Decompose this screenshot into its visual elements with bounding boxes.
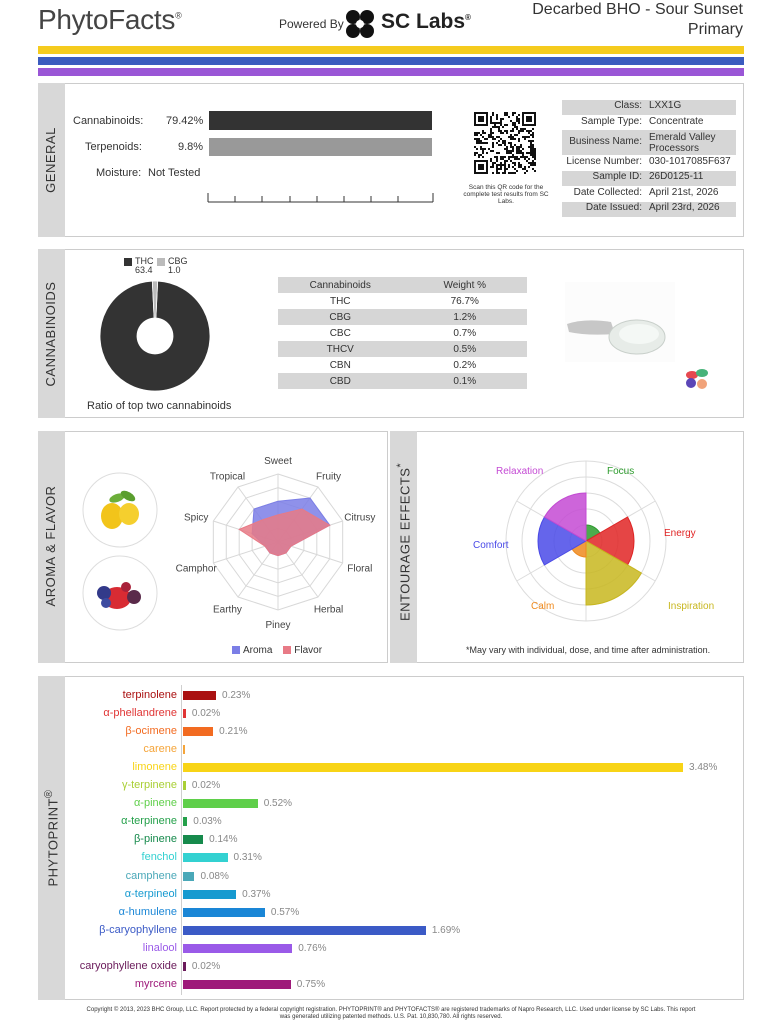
terpene-label-linalool: linalool: [142, 941, 177, 954]
info-row-date-issued: Date Issued: April 23rd, 2026: [562, 202, 736, 217]
effects-title: ENTOURAGE EFFECTS*: [395, 462, 413, 621]
terpene-value-camphene: 0.08%: [200, 870, 229, 882]
terpene-label-caryophyllene: β-caryophyllene: [99, 923, 177, 936]
product-title: [532, 0, 743, 40]
terpene-label-terpineol: α-terpineol: [124, 887, 177, 900]
terpene-value-phellandrene: 0.02%: [191, 708, 221, 720]
terpene-value-caryophylleneoxide: 0.02%: [191, 960, 221, 972]
terpene-label-terpinolene: terpinolene: [122, 689, 177, 701]
phytofacts-logo: PhytoFacts®: [38, 4, 182, 35]
aroma-legend-label: Aroma: [243, 645, 273, 656]
terpene-value-humulene: 0.57%: [270, 906, 300, 918]
terpene-value-terpineol: 0.37%: [242, 888, 271, 900]
flavor-legend-label: Flavor: [294, 645, 323, 656]
info-row-business-name: Business Name: Emerald Valley Processors: [562, 130, 736, 155]
terpene-label-ocimene: β-ocimene: [125, 725, 177, 738]
radar-axis-label-spicy: Spicy: [183, 512, 209, 524]
cannabinoids-label: Cannabinoids:: [73, 115, 144, 127]
aroma-legend-swatch: [232, 646, 240, 654]
cbg-legend-swatch: [157, 258, 165, 266]
terpene-label-pinene: α-pinene: [133, 797, 177, 810]
phytoprint-panel: [38, 676, 744, 1000]
effects-label-comfort: Comfort: [473, 540, 509, 551]
terpenoids-label: Terpenoids:: [85, 141, 142, 153]
terpene-label-phellandrene: α-phellandrene: [103, 707, 177, 720]
terpene-value-ocimene: 0.21%: [219, 726, 248, 738]
thc-legend-swatch: [124, 258, 132, 266]
header-stripe-blue: [38, 57, 744, 65]
cannabinoids-value: 79.42%: [166, 115, 204, 127]
terpenoids-value: 9.8%: [178, 141, 204, 153]
berries-icon: [82, 555, 158, 631]
header-stripe-purple: [38, 68, 744, 76]
flavor-legend-swatch: [283, 646, 291, 654]
terpene-label-carene: carene: [143, 743, 177, 756]
radar-axis-label-citrusy: Citrusy: [344, 512, 376, 524]
sample-tag-icon: [684, 366, 710, 392]
table-header-row: [278, 277, 527, 293]
terpene-label-terpinene: α-terpinene: [121, 815, 177, 828]
terpene-label-myrcene: myrcene: [134, 977, 177, 990]
aroma-legend: [232, 645, 322, 656]
moisture-value: Not Tested: [148, 167, 201, 179]
table-row: CBC 0.7%: [329, 327, 477, 339]
terpene-label-camphene: camphene: [125, 869, 177, 882]
radar-axis-label-herbal: Herbal: [313, 604, 344, 616]
cannabinoids-title: CANNABINOIDS: [43, 281, 58, 387]
moisture-label: Moisture:: [96, 167, 142, 179]
radar-axis-label-piney: Piney: [265, 620, 291, 631]
info-row-class: Class: LXX1G: [562, 100, 736, 115]
info-row-date-collected: Date Collected: April 21st, 2026: [573, 187, 719, 198]
phytoprint-title: PHYTOPRINT®: [43, 789, 61, 887]
radar-axis-label-tropical: Tropical: [209, 471, 246, 483]
table-row: CBN 0.2%: [329, 359, 477, 371]
cannabinoid-ratio-donut: [99, 280, 211, 392]
product-name: Decarbed BHO - Sour Sunset: [532, 1, 743, 18]
lemon-icon: [82, 472, 158, 548]
terpene-label-fenchol: fenchol: [141, 851, 177, 864]
effects-label-calm: Calm: [531, 601, 555, 612]
copyright-footer: Copyright © 2013, 2023 BHC Group, LLC. Report protected by a federal copyright registration. PHYTOPRINT® and PHYTOFACTS® are registered trademarks of Napro Research, LLC. Used under license by SC Labs. This report was generated utilizing patented methods. U.S. Pat. 10,830,780. All rights reserved.: [86, 1007, 696, 1020]
cannabinoid-table: [278, 277, 527, 389]
ratio-legend-thc: THC 63.4: [124, 256, 154, 275]
terpenoids-bar: [209, 138, 432, 156]
terpene-value-terpinene: 0.03%: [193, 816, 222, 828]
table-row: CBG 1.2%: [278, 309, 527, 325]
terpene-label-limonene: limonene: [132, 761, 177, 774]
info-row-sample-id: Sample ID: 26D0125-11: [562, 171, 736, 186]
cannabinoids-bar: [209, 111, 432, 130]
terpene-value-limonene: 3.48%: [689, 762, 718, 774]
powered-by-label: Powered By: [279, 17, 344, 31]
effects-note: *May vary with individual, dose, and time after administration.: [466, 645, 711, 655]
effects-label-inspiration: Inspiration: [668, 601, 715, 612]
phytoprint-axis: [181, 685, 182, 995]
general-axis: [206, 190, 436, 204]
effects-label-relaxation: Relaxation: [496, 466, 544, 477]
terpene-label-terpinene: γ-terpinene: [121, 779, 177, 792]
sc-labs-logo-icon: [345, 9, 375, 39]
table-header-weight: Weight %: [443, 279, 487, 291]
qr-caption: Scan this QR code for the complete test results from SC Labs.: [463, 184, 549, 205]
terpene-value-fenchol: 0.31%: [233, 852, 262, 864]
qr-code-icon[interactable]: [474, 112, 536, 174]
product-photo-image: [565, 282, 675, 362]
header-stripe-yellow: [38, 46, 744, 54]
effects-label-focus: Focus: [607, 466, 635, 477]
terpene-label-pinene: β-pinene: [133, 833, 177, 846]
radar-axis-label-camphor: Camphor: [175, 563, 217, 575]
radar-axis-label-fruity: Fruity: [316, 471, 342, 483]
aroma-title: AROMA & FLAVOR: [43, 485, 58, 607]
table-row: THC 76.7%: [329, 295, 479, 307]
entourage-effects-chart: [418, 456, 742, 624]
ratio-caption: Ratio of top two cannabinoids: [87, 400, 232, 412]
aroma-flavor-radar-chart: [168, 446, 388, 636]
ratio-legend-cbg: CBG 1.0: [157, 256, 188, 275]
terpene-value-terpinene: 0.02%: [191, 780, 221, 792]
terpene-value-terpinolene: 0.23%: [222, 690, 251, 701]
terpene-value-pinene: 0.52%: [263, 798, 293, 810]
table-row: THCV 0.5%: [278, 341, 527, 357]
radar-axis-label-sweet: Sweet: [264, 456, 292, 467]
terpene-value-linalool: 0.76%: [298, 942, 327, 954]
terpene-label-caryophylleneoxide: caryophyllene oxide: [79, 959, 177, 972]
effects-label-energy: Energy: [664, 528, 696, 539]
info-row-sample-type: Sample Type: Concentrate: [581, 116, 704, 127]
sc-labs-wordmark: SC Labs®: [381, 10, 471, 33]
table-row: CBD 0.1%: [278, 373, 527, 389]
terpene-label-humulene: α-humulene: [118, 905, 177, 918]
product-category: Primary: [687, 21, 743, 38]
terpene-value-caryophyllene: 1.69%: [431, 924, 461, 936]
general-title: GENERAL: [43, 127, 58, 193]
radar-axis-label-earthy: Earthy: [212, 604, 242, 616]
radar-axis-label-floral: Floral: [347, 563, 373, 575]
table-header-cannabinoids: Cannabinoids: [309, 279, 371, 291]
terpene-value-pinene: 0.14%: [209, 834, 238, 846]
info-row-license: License Number: 030-1017085F637: [566, 156, 731, 167]
terpene-value-myrcene: 0.75%: [296, 978, 326, 990]
